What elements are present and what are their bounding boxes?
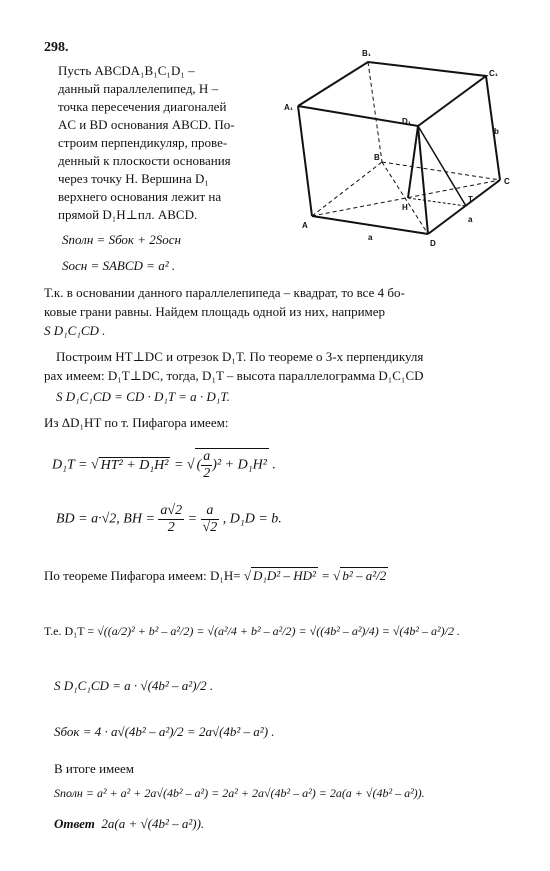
edge-bb1: [368, 62, 382, 162]
intro-line-6: денный к плоскости основания: [58, 153, 231, 168]
eq-bd-bh: BD = a·√2, BH = $\frac{a√2}{2}$ = $\frac{a}{√2}$ , D₁D = b.: [56, 503, 282, 535]
intro-line-2: данный параллелепипед, H –: [58, 81, 219, 96]
height-d1h: [408, 126, 418, 198]
eq-d1t-frac-n: a: [203, 449, 211, 464]
area-side: Sбок = 4 · a√(4b² – a²)/2 = 2a√(4b² – a²) .: [54, 724, 275, 739]
edge-ab: [312, 162, 382, 216]
label-t: T: [468, 195, 473, 204]
intro-line-3: точка пересечения диагоналей: [58, 99, 227, 114]
answer-label: Ответ: [54, 816, 95, 831]
label-c: C: [504, 177, 510, 186]
label-c1: C₁: [489, 69, 499, 78]
para-square-3: S D₁C₁CD .: [44, 323, 106, 338]
result-full: Sполн = a² + a² + 2a√(4b² – a²) = 2a² + 2a√(4b² – a²) = 2a(a + √(4b² – a²)).: [54, 786, 425, 800]
eq-bh-d2: √2: [202, 520, 218, 535]
edge-aa1: [298, 106, 312, 216]
problem-number: 298.: [44, 40, 69, 55]
eq-d1t-frac-d: 2: [203, 466, 211, 481]
intro-line-9: прямой D₁H⊥пл. ABCD.: [58, 207, 198, 222]
eq-d1t-tail: + D₁H²: [224, 457, 267, 473]
label-b: B: [374, 153, 380, 162]
te-label: Т.е. D₁T =: [44, 624, 95, 638]
para-build-2: рах имеем: D₁T⊥DC, тогда, D₁T – высота параллелограмма D₁C₁CD: [44, 368, 424, 383]
pythag2: По теореме Пифагора имеем: D₁H= √ D₁D² – HD² = √ b² – a²/2: [44, 568, 387, 583]
te-line: [44, 624, 460, 639]
pythag2-root2: b² – a²/2: [342, 568, 387, 583]
pythag2-root1: D₁D² – HD²: [253, 568, 316, 583]
area-face2: S D₁C₁CD = a · √(4b² – a²)/2 .: [54, 678, 214, 693]
diag-bd: [382, 162, 428, 234]
label-h: H: [402, 203, 408, 212]
eq-d1t: D₁T = √ HT² + D₁H² = √ ( $\frac{a}{2}$ )² + D₁H² .: [52, 449, 276, 481]
intro-line-1: Пусть ABCDA₁B₁C₁D₁ –: [58, 63, 195, 78]
edge-ad: [312, 216, 428, 234]
top-face: [298, 62, 486, 126]
para-square-2: ковые грани равны. Найдем площадь одной из них, например: [44, 304, 386, 319]
formula-s-base: Sосн = SАBCD = a² .: [62, 258, 176, 273]
te-expr: √((a/2)² + b² – a²/2) = √(a²/4 + b² – a²/2) = √((4b² – a²)/4) = √(4b² – a²)/2 .: [97, 624, 460, 638]
intro-line-5: строим перпендикуляр, прове-: [58, 135, 228, 150]
segment-ht: [408, 198, 466, 206]
label-a-side1: a: [368, 233, 373, 242]
edge-dc: [428, 180, 500, 234]
pythag2-text: По теореме Пифагора имеем: D₁H=: [44, 568, 241, 583]
intro-line-4: AC и BD основания ABCD. По-: [58, 117, 235, 132]
edge-dd1: [418, 126, 428, 234]
eq-bh-n: a√2: [160, 503, 183, 518]
eq-bh-d: 2: [167, 520, 175, 535]
answer: [54, 816, 204, 832]
label-a1: A₁: [284, 103, 294, 112]
intro-line-7: через точку H. Вершина D₁: [58, 171, 209, 186]
label-b-side: b: [494, 127, 499, 136]
eq-d1t-lhs: D₁T =: [52, 457, 91, 473]
label-a-side2: a: [468, 215, 473, 224]
eq-d1d: , D₁D = b.: [222, 511, 282, 527]
parallelepiped-figure: [278, 44, 518, 254]
intro-line-8: верхнего основания лежит на: [58, 189, 222, 204]
para-build-1: Построим HT⊥DC и отрезок D₁T. По теореме о 3-х перпендикуля: [56, 349, 424, 364]
eq-bd: BD = a·√2, BH =: [56, 511, 159, 527]
label-d: D: [430, 239, 436, 248]
eq-d1t-root1: HT² + D₁H²: [100, 457, 169, 473]
para-square-1: Т.к. в основании данного параллелепипеда – квадрат, то все 4 бо-: [44, 285, 405, 300]
answer-value: 2a(a + √(4b² – a²)).: [101, 816, 205, 831]
label-d1: D₁: [402, 117, 412, 126]
result-intro: В итоге имеем: [54, 761, 135, 776]
eq-bh-n2: a: [201, 503, 220, 520]
label-a: A: [302, 221, 308, 230]
formula-area-face: S D₁C₁CD = CD · D₁T = a · D₁T.: [56, 389, 230, 404]
formula-s-full: Sполн = Sбок + 2Sосн: [62, 232, 182, 247]
label-b1: B₁: [362, 49, 372, 58]
pythag-intro: Из ΔD₁HT по т. Пифагора имеем:: [44, 415, 229, 430]
